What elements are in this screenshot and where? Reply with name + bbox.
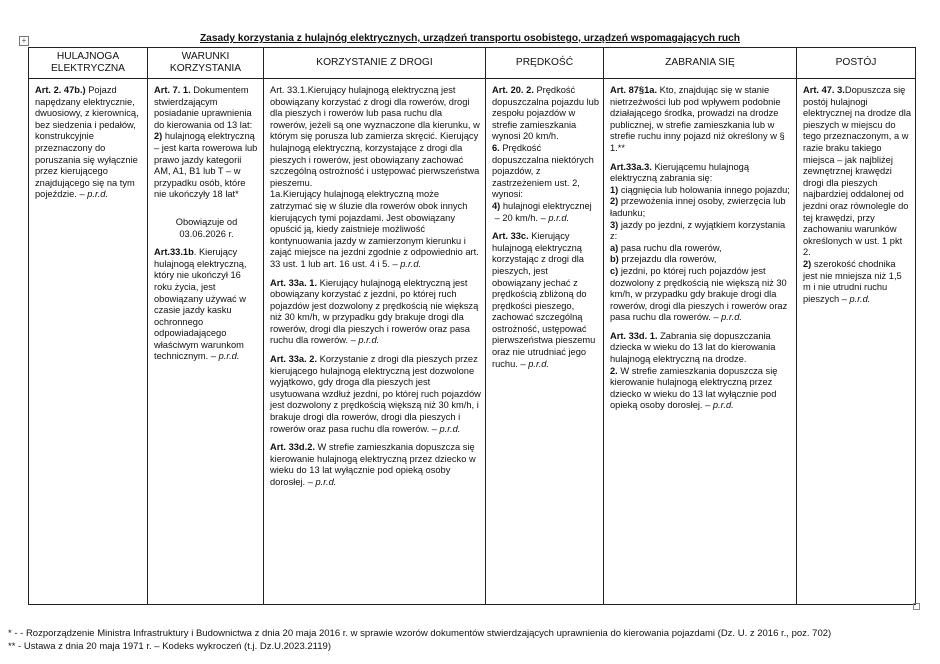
cell-text: hulajnogą elektryczną – jest karta rowerowa lub prawo jazdy kategorii AM, A1, B1 lub T – w przypadku osób, które nie ukończyły 18 lat* — [154, 131, 258, 200]
point-ref: 4) — [492, 200, 501, 211]
article-ref: Art. 33a. 1. — [270, 277, 318, 288]
page-title: Zasady korzystania z hulajnóg elektrycznych, urządzeń transportu osobistego, urządzeń wspomagających ruch — [199, 33, 741, 44]
prd-ref: p.r.d. — [358, 335, 380, 346]
header-postoj: POSTÓJ — [797, 48, 916, 79]
cell-text: Prędkość dopuszczalna niektórych pojazdów, z zastrzeżeniem ust. 2, wynosi: — [492, 142, 594, 200]
header-warunki: WARUNKI KORZYSTANIA — [148, 48, 264, 79]
prd-ref: p.r.d. — [849, 293, 871, 304]
cell-text: Prędkość dopuszczalna pojazdu lub zespołu pojazdów w strefie zamieszkania wynosi 20 km/h. — [492, 85, 599, 142]
cell-zabrania — [604, 79, 797, 605]
point-ref: a) — [610, 242, 619, 253]
prd-ref: p.r.d. — [439, 423, 461, 434]
article-ref: Art. 2. 47b.) — [35, 85, 86, 95]
article-ref: Art. 33d. 1. — [610, 330, 658, 341]
table-row — [29, 79, 916, 605]
table-move-handle-icon[interactable]: + — [19, 36, 29, 46]
cell-text: Dokumentem stwierdzającym posiadanie uprawnienia do kierowania od 13 lat: — [154, 85, 253, 130]
header-zabrania: ZABRANIA SIĘ — [604, 48, 797, 79]
point-ref: 2. — [610, 365, 618, 376]
article-ref: Art. 7. 1. — [154, 85, 191, 95]
cell-text: przejazdu dla rowerów, — [618, 254, 717, 265]
article-ref: Art.33.1b — [154, 247, 194, 258]
cell-text: hulajnogi elektrycznej — [500, 200, 592, 211]
header-predkosc: PRĘDKOŚĆ — [486, 48, 604, 79]
cell-text: Zabrania się dopuszczania dziecka w wieku do 13 lat do kierowania hulajnogą elektryczną na drodze. — [610, 330, 776, 365]
rules-table — [28, 47, 916, 605]
prd-ref: p.r.d. — [548, 212, 570, 223]
footnote-1: * - - Rozporządzenie Ministra Infrastruktury i Budownictwa z dnia 20 maja 2016 r. w sprawie wzorów dokumentów stwierdzających uprawnienia do kierowania pojazdami (Dz. U. z 2016 r., poz. 702) — [8, 628, 832, 639]
cell-text: W strefie zamieszkania dopuszcza się kierowanie hulajnogą elektryczną przez dziecko w wieku do 13 lat wyłącznie pod opieką osoby dorosłej. – — [270, 442, 476, 487]
cell-korzystanie — [264, 79, 486, 605]
article-ref: Art. 33c. — [492, 231, 529, 242]
cell-text: Pojazd napędzany elektrycznie, dwuosiowy, z kierownicą, bez siedzenia i pedałów, konstrukcyjnie przeznaczony do poruszania się wyłącznie przez kierującego znajdującego się na tym pojeździe. – — [35, 85, 139, 200]
point-ref: 6. — [492, 142, 500, 153]
cell-text: jezdni, po której ruch pojazdów jest dozwolony z prędkością nie większą niż 30 km/h, w przypadku gdy brakuje drogi dla rowerów, drogi dla pieszych i rowerów oraz pasa ruchu dla rowerów. – — [610, 265, 788, 323]
cell-text: Kto, znajdując się w stanie nietrzeźwości lub pod wpływem podobnie działającego środka, prowadzi na drodze publicznej, w strefie zamieszkania lub w strefie ruchu inny pojazd niż określony w § 1.** — [610, 85, 785, 153]
article-ref: Art. 33a. 2. — [270, 354, 318, 365]
article-ref: Art. 20. 2. — [492, 85, 534, 95]
cell-text: Kierującemu hulajnogą elektryczną zabrania się: — [610, 161, 750, 184]
cell-text: pasa ruchu dla rowerów, — [618, 242, 722, 253]
cell-text: Kierujący hulajnogą elektryczną korzystając z drogi dla pieszych, jest obowiązany jechać z prędkością zbliżoną do prędkości pieszego, zachować szczególną ostrożność, ustępować pierwszeństwa pieszemu oraz nie utrudniać jego ruchu. – — [492, 231, 596, 369]
cell-text: Korzystanie z drogi dla pieszych przez kierującego hulajnogą elektryczną jest dozwolone wyjątkowo, gdy droga dla pieszych jest usytuowana wzdłuż jezdni, po której ruch pojazdów jest dozwolony z prędkością większą niż 30 km/h, i brakuje drogi dla rowerów, drogi dla pieszych i rowerów oraz pasa ruchu dla rowerów. – — [270, 354, 481, 434]
cell-text: przewożenia innej osoby, zwierzęcia lub ładunku; — [610, 196, 786, 218]
article-ref: Art.33a.3. — [610, 161, 652, 172]
cell-postoj — [797, 79, 916, 605]
cell-predkosc — [486, 79, 604, 605]
prd-ref: p.r.d. — [400, 258, 422, 269]
cell-text: . Kierujący hulajnogą elektryczną, który nie ukończył 16 roku życia, jest obowiązany używać w czasie jazdy kasku ochronnego odpowiadającego właściwym warunkom technicznym. – — [154, 247, 247, 362]
effective-date-note: Obowiązuje od 03.06.2026 r. — [175, 216, 238, 239]
header-korzystanie: KORZYSTANIE Z DROGI — [264, 48, 486, 79]
prd-ref: p.r.d. — [721, 312, 742, 323]
header-hulajnoga: HULAJNOGA ELEKTRYCZNA — [29, 48, 148, 79]
cell-text: – 20 km/h. – — [494, 212, 549, 223]
prd-ref: p.r.d. — [315, 477, 337, 487]
point-ref: b) — [610, 254, 619, 265]
cell-text: 1a.Kierujący hulajnogą elektryczną może zatrzymać się w śluzie dla rowerów obok innych kierujących tymi pojazdami. Jest obowiązany opuścić ją, kiedy zaistnieje możliwość kontynuowania jazdy w zamierzonym kierunku i zająć miejsce na jezdni zgodnie z odpowiednio art. 33 ust. 1 lub art. 16 ust. 4 i 5. – — [270, 189, 479, 269]
point-ref: 1) — [610, 184, 619, 195]
article-ref: Art. 33d.2. — [270, 442, 315, 453]
point-ref: c) — [610, 265, 619, 276]
table-resize-handle-icon[interactable] — [913, 603, 920, 610]
cell-text: jazdy po jezdni, z wyjątkiem korzystania z: — [610, 219, 786, 242]
point-ref: 2) — [803, 258, 812, 269]
prd-ref: p.r.d. — [218, 351, 240, 362]
article-ref: Art. 87§1a. — [610, 85, 658, 95]
table-header-row — [29, 48, 916, 79]
cell-text: Art. 33.1.Kierujący hulajnogą elektryczną jest obowiązany korzystać z drogi dla rowerów, drogi dla pieszych i rowerów lub pasa ruchu dla rowerów, jeżeli są one wyznaczone dla kierunku, w którym się porusza lub zamierza skręcić. Kierujący hulajnogą elektryczną, korzystające z drogi dla pieszych i rowerów, jest obowiązany zachować szczególną ostrożność i ustępować pierwszeństwa pieszemu. — [270, 85, 480, 188]
prd-ref: p.r.d. — [528, 358, 550, 369]
prd-ref: p.r.d. — [87, 189, 109, 200]
point-ref: 2) — [154, 131, 163, 142]
cell-text: Kierujący hulajnogą elektryczną jest obowiązany korzystać z jezdni, po której ruch pojazdów jest dozwolony z prędkością nie większą niż 30 km/h, w przypadku gdy brakuje drogi dla rowerów, drogi dla pieszych i rowerów oraz pasa ruchu dla rowerów. – — [270, 277, 479, 346]
cell-text: ciągnięcia lub holowania innego pojazdu; — [618, 184, 790, 195]
cell-text: W strefie zamieszkania dopuszcza się kierowanie hulajnogą elektryczną przez dziecko w wieku do 13 lat wyłącznie pod opieką osoby dorosłej. – — [610, 365, 778, 411]
cell-hulajnoga — [29, 79, 148, 605]
point-ref: 2) — [610, 196, 619, 207]
article-ref: Art. 47. 3. — [803, 85, 845, 95]
point-ref: 3) — [610, 219, 619, 230]
cell-warunki — [148, 79, 264, 605]
footnote-2: ** - Ustawa z dnia 20 maja 1971 r. – Kodeks wykroczeń (t.j. Dz.U.2023.2119) — [8, 641, 331, 652]
cell-text: Dopuszcza się postój hulajnogi elektrycznej na drodze dla pieszych w miejscu do tego przeznaczonym, a w razie braku takiego miejsca – jak najbliżej zewnętrznej krawędzi drogi dla pieszych najbardziej oddalonej od jezdni oraz równolegle do tej krawędzi, przy zachowaniu warunków określonych w ust. 1 pkt 2. — [803, 85, 912, 258]
cell-text: szerokość chodnika jest nie mniejsza niż 1,5 m i nie utrudni ruchu pieszych – — [803, 258, 902, 304]
prd-ref: p.r.d. — [712, 400, 734, 411]
